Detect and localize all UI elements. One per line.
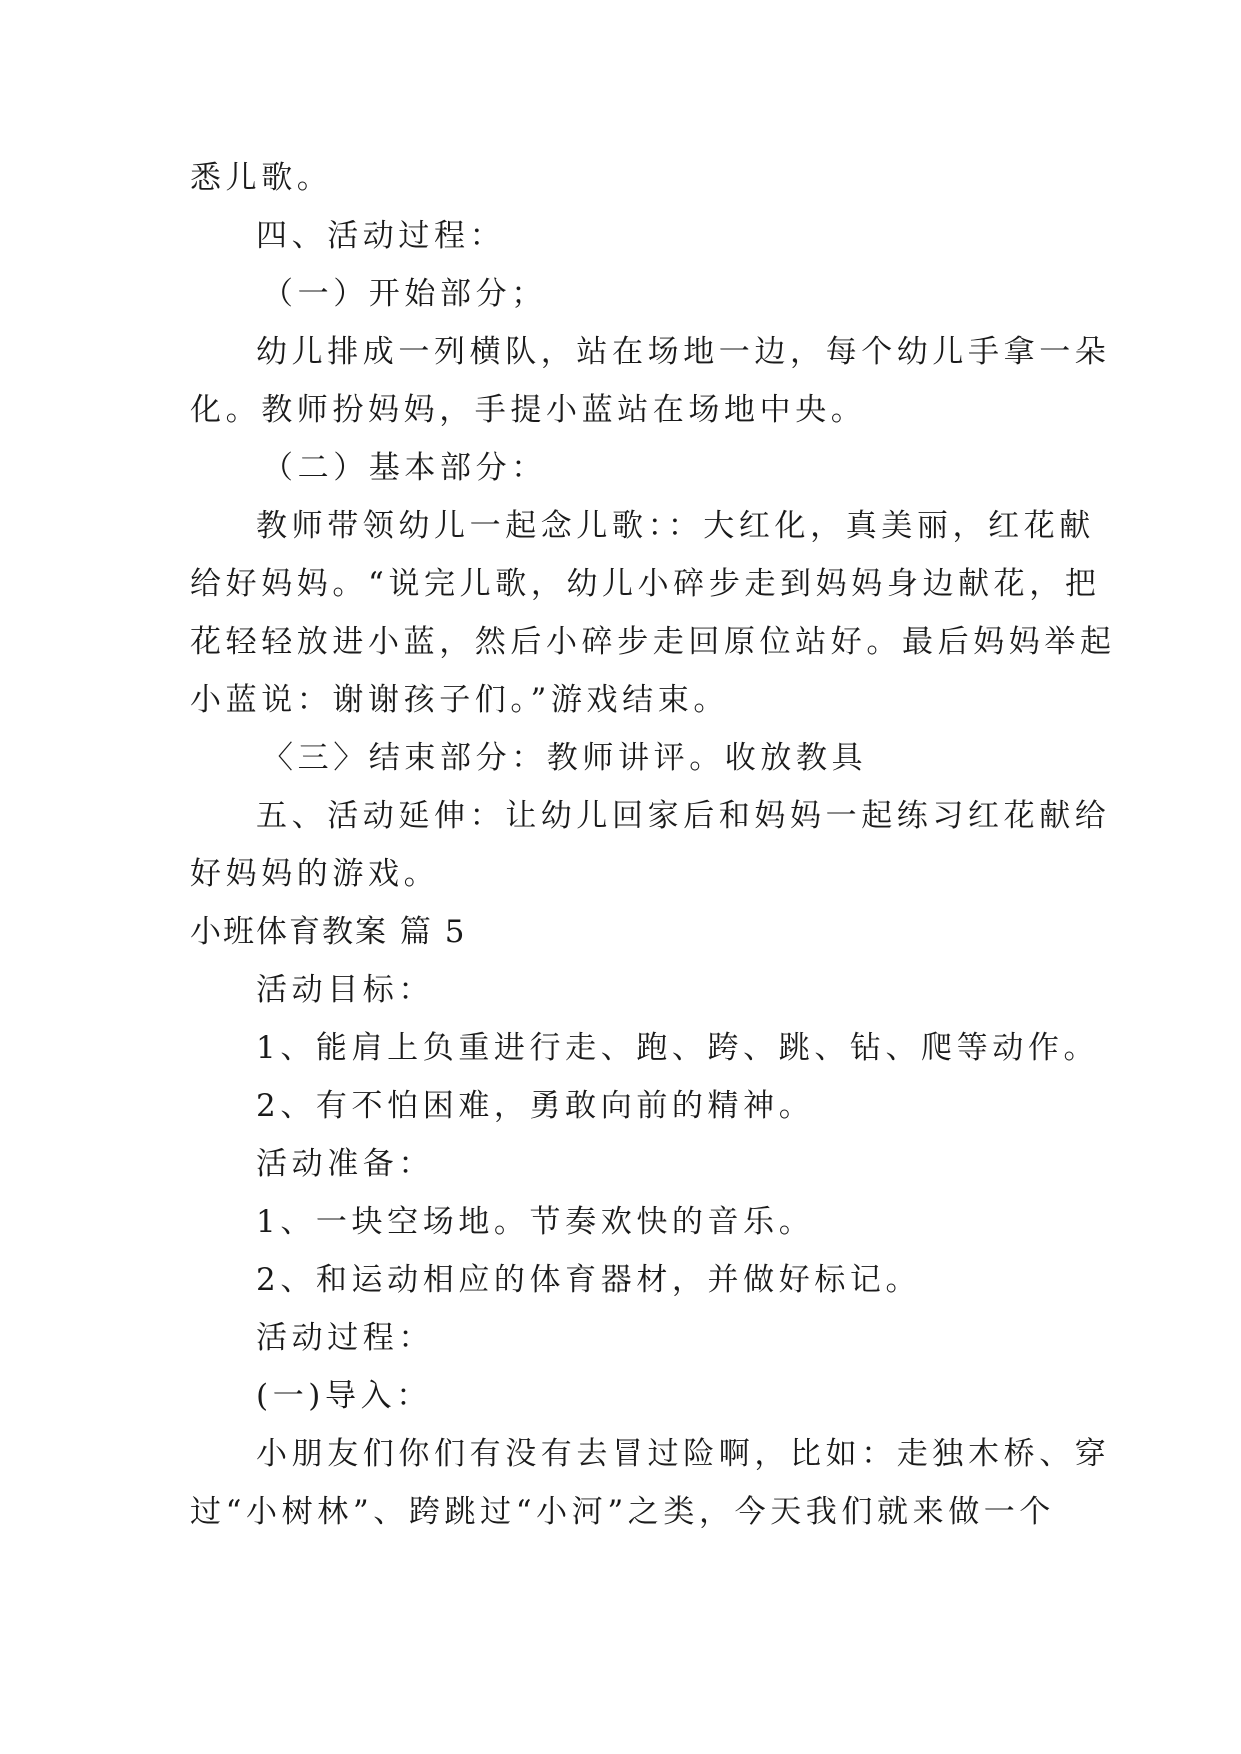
paragraph-line: 五、活动延伸：让幼儿回家后和妈妈一起练习红花献给 <box>256 798 1111 834</box>
list-item: 1、一块空场地。节奏欢快的音乐。 <box>256 1204 815 1240</box>
section-heading-activity-process: 活动过程： <box>256 1320 434 1356</box>
paragraph-line: 小朋友们你们有没有去冒过险啊，比如：走独木桥、穿 <box>256 1436 1111 1472</box>
section-heading-activity-process: 四、活动过程： <box>256 218 506 254</box>
subheading-start-part: （一）开始部分； <box>262 276 547 312</box>
section-heading-activity-goals: 活动目标： <box>256 972 434 1008</box>
paragraph-line: 教师带领幼儿一起念儿歌：：大红化，真美丽，红花献 <box>256 508 1095 544</box>
subheading-end-part: 〈三〉结束部分：教师讲评。收放教具 <box>262 740 868 776</box>
paragraph-line: 幼儿排成一列横队，站在场地一边，每个幼儿手拿一朵 <box>256 334 1111 370</box>
paragraph-line: 给好妈妈。“说完儿歌，幼儿小碎步走到妈妈身边献花，把 <box>190 566 1101 602</box>
paragraph-line: 化。教师扮妈妈，手提小蓝站在场地中央。 <box>190 392 867 428</box>
subheading-basic-part: （二）基本部分： <box>262 450 547 486</box>
section-heading-activity-prep: 活动准备： <box>256 1146 434 1182</box>
paragraph-line: 过“小树林”、跨跳过“小河”之类，今天我们就来做一个 <box>190 1494 1055 1530</box>
paragraph-line: 小蓝说：谢谢孩子们。”游戏结束。 <box>190 682 729 718</box>
paragraph-line: 好妈妈的游戏。 <box>190 856 440 892</box>
paragraph-continuation: 悉儿歌。 <box>190 160 333 196</box>
subheading-introduction: (一)导入： <box>256 1378 432 1414</box>
lesson-title: 小班体育教案 篇 5 <box>190 914 467 950</box>
list-item: 1、能肩上负重进行走、跑、跨、跳、钻、爬等动作。 <box>256 1030 1100 1066</box>
list-item: 2、有不怕困难，勇敢向前的精神。 <box>256 1088 815 1124</box>
paragraph-line: 花轻轻放进小蓝，然后小碎步走回原位站好。最后妈妈举起 <box>190 624 1116 660</box>
list-item: 2、和运动相应的体育器材，并做好标记。 <box>256 1262 922 1298</box>
